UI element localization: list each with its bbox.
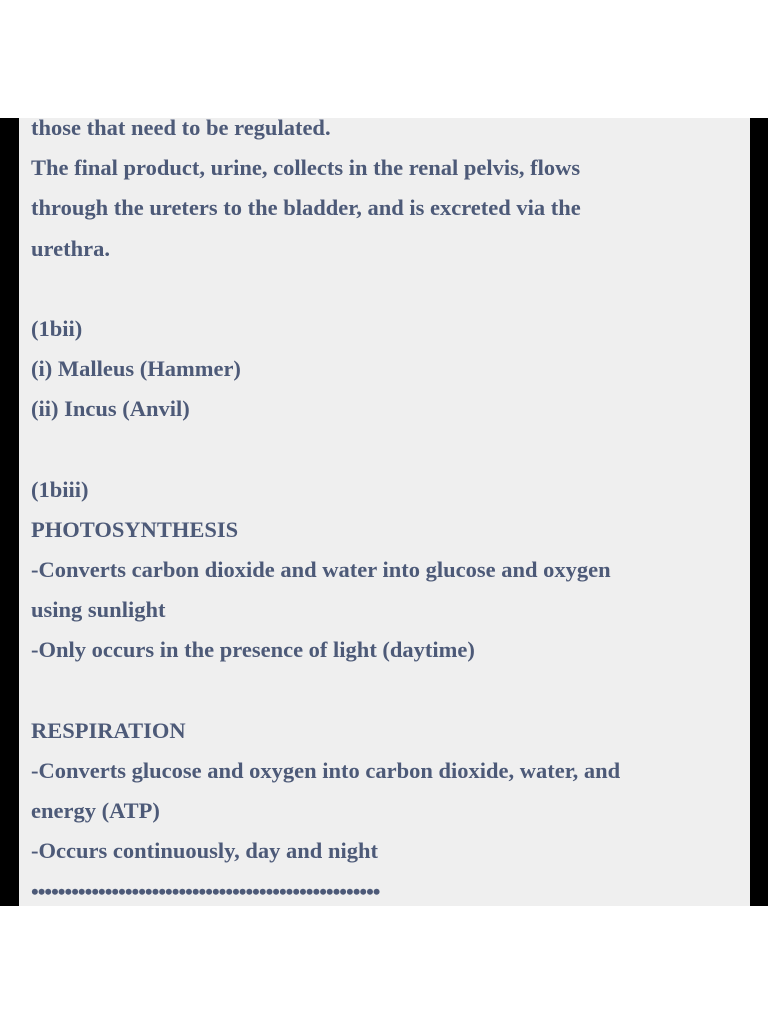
section-label: (1biii): [31, 476, 89, 502]
document-panel: [19, 118, 750, 906]
text-line: -Converts glucose and oxygen into carbon dioxide, water, and: [31, 758, 621, 783]
text-line: The final product, urine, collects in the renal pelvis, flows: [31, 155, 581, 181]
text-line: -Converts carbon dioxide and water into glucose and oxygen: [31, 557, 611, 583]
text-line: -Occurs continuously, day and night: [31, 838, 378, 864]
document-content: [31, 118, 743, 906]
text-line: those that need to be regulated.: [31, 118, 331, 140]
text-line: urethra.: [31, 235, 110, 261]
section-label: (1bii): [31, 315, 83, 341]
text-line: -Only occurs in the presence of light (daytime): [31, 637, 475, 663]
blank-line: [31, 671, 743, 711]
blank-line: [31, 430, 743, 470]
text-line: through the ureters to the bladder, and is excreted via the: [31, 195, 581, 221]
text-line: energy (ATP): [31, 798, 160, 824]
bottom-margin: [0, 906, 768, 1024]
text-line: using sunlight: [31, 597, 166, 623]
document-frame: [0, 118, 768, 906]
answer-line: (ii) Incus (Anvil): [31, 396, 190, 422]
answer-line: (i) Malleus (Hammer): [31, 356, 241, 382]
heading-photosynthesis: PHOTOSYNTHESIS: [31, 516, 239, 542]
heading-respiration: RESPIRATION: [31, 717, 186, 743]
blank-line: [31, 269, 743, 309]
dotted-separator: ••••••••••••••••••••••••••••••••••••••••••••••••••••: [31, 878, 380, 904]
top-margin: [0, 0, 768, 118]
